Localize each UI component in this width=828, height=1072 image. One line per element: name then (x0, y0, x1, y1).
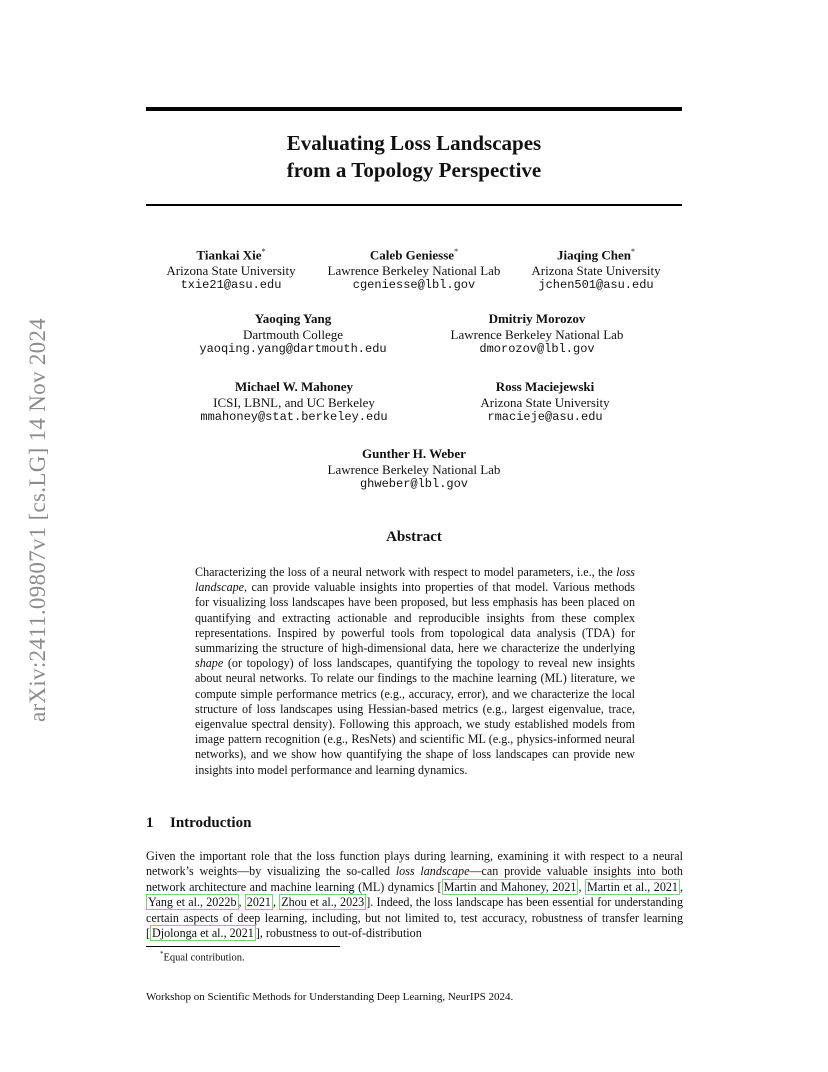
citation-link[interactable]: Djolonga et al., 2021 (152, 926, 254, 941)
intro-text: —can provide valuable insights into both network architecture and machine learning (ML) dynamics [ (146, 864, 683, 894)
citation-link[interactable]: Martin and Mahoney, 2021 (443, 879, 577, 894)
author-email[interactable]: cgeniesse@lbl.gov (352, 278, 476, 293)
author-affiliation: Arizona State University (166, 262, 296, 278)
intro-text: ], robustness to out-of-distribution (255, 926, 422, 941)
author-email[interactable]: yaoqing.yang@dartmouth.edu (199, 342, 387, 356)
footnote-text: Equal contribution. (163, 952, 245, 964)
author-block (427, 311, 647, 358)
author-email[interactable]: dmorozov@lbl.gov (479, 342, 595, 356)
abstract-emphasis: loss landscape (195, 565, 635, 595)
author-name: Dmitriy Morozov (488, 311, 586, 326)
author-email[interactable]: txie21@asu.edu (180, 278, 282, 293)
author-affiliation: Arizona State University (480, 394, 610, 410)
section-number: 1 (146, 815, 154, 831)
title-top-rule (146, 107, 682, 111)
intro-text: Given the important role that the loss function plays during learning, examining it with respect to a neural network’s weights—by visualizing the so-called (146, 849, 683, 879)
abstract-body (195, 565, 635, 778)
arxiv-identifier-text: arXiv:2411.09807v1 [cs.LG] 14 Nov 2024 (25, 317, 50, 723)
arxiv-identifier (18, 280, 58, 760)
equal-contribution-mark: * (631, 247, 636, 256)
paper-title (146, 130, 682, 184)
author-email[interactable]: mmahoney@stat.berkeley.edu (200, 410, 388, 424)
author-block (304, 446, 524, 493)
abstract-heading: Abstract (386, 529, 442, 545)
section-heading (146, 815, 251, 832)
intro-text: ]. Indeed, the loss landscape has been essential for understanding certain aspects of deep learning, including, but not limited to, test accuracy, robustness of transfer learning [ (146, 895, 683, 941)
title-line-1: Evaluating Loss Landscapes (286, 131, 542, 155)
footnote-rule (146, 946, 340, 947)
author-affiliation: Lawrence Berkeley National Lab (450, 326, 624, 342)
abstract-text: Characterizing the loss of a neural network with respect to model parameters, i.e., the (195, 565, 617, 579)
author-affiliation: Arizona State University (531, 262, 661, 278)
author-affiliation: Lawrence Berkeley National Lab (327, 262, 501, 278)
author-email[interactable]: jchen501@asu.edu (538, 278, 654, 293)
equal-contribution-mark: * (454, 247, 459, 256)
venue-footer: Workshop on Scientific Methods for Understanding Deep Learning, NeurIPS 2024. (146, 991, 514, 1003)
title-bottom-rule (146, 204, 682, 206)
author-block (486, 244, 706, 294)
abstract-emphasis: shape (195, 656, 224, 671)
author-block (184, 379, 404, 426)
author-name: Gunther H. Weber (362, 446, 466, 461)
citation-separator: , (238, 895, 245, 910)
author-name: Ross Maciejewski (495, 379, 595, 394)
footnote (160, 950, 245, 964)
author-name: Michael W. Mahoney (234, 379, 354, 394)
citation-link[interactable]: Yang et al., 2022b (148, 895, 237, 910)
author-name: Yaoqing Yang (254, 311, 332, 326)
citation-separator: , (578, 879, 585, 894)
author-name: Caleb Geniesse (369, 247, 455, 263)
citation-link[interactable]: Martin et al., 2021 (586, 879, 678, 894)
author-block (183, 311, 403, 358)
author-name: Tiankai Xie (196, 247, 262, 263)
abstract-text: (or topology) of loss landscapes, quantifying the topology to reveal new insights about neural networks. To relate our findings to the machine learning (ML) literature, we compute simple performance metrics (e.g., accuracy, error), and we characterize the local structure of loss landscapes using Hessian-based metrics (e.g., largest eigenvalue, trace, eigenvalue spectral density). Following this approach, we study established models from image pattern recognition (e.g., ResNets) and scientific ML (e.g., physics-informed neural networks), and we show how quantifying the shape of loss landscapes can provide new insights into model performance and learning dynamics. (195, 656, 635, 777)
intro-emphasis: loss landscape (395, 864, 470, 879)
author-affiliation: Dartmouth College (242, 326, 343, 342)
author-name: Jiaqing Chen (556, 247, 632, 263)
abstract-text: , can provide valuable insights into properties of that model. Various methods for visualizing loss landscapes have been proposed, but less emphasis has been placed on quantifying and extracting actionable and reproducible insights from these complex representations. Inspired by powerful tools from topological data analysis (TDA) for summarizing the structure of high-dimensional data, here we characterize the underlying (195, 580, 635, 656)
author-affiliation: Lawrence Berkeley National Lab (327, 461, 501, 477)
author-affiliation: ICSI, LBNL, and UC Berkeley (213, 394, 375, 410)
footnote-mark: * (160, 950, 164, 958)
citation-link[interactable]: Zhou et al., 2023 (281, 895, 365, 910)
section-title: Introduction (170, 815, 252, 831)
author-email[interactable]: rmacieje@asu.edu (487, 410, 603, 424)
citation-link[interactable]: 2021 (246, 895, 271, 910)
citation-separator: , (272, 895, 280, 910)
intro-paragraph (146, 849, 683, 941)
title-line-2: from a Topology Perspective (286, 158, 542, 182)
citation-separator: , (679, 879, 683, 894)
equal-contribution-mark: * (261, 247, 266, 256)
author-block (435, 379, 655, 426)
author-email[interactable]: ghweber@lbl.gov (359, 477, 469, 491)
